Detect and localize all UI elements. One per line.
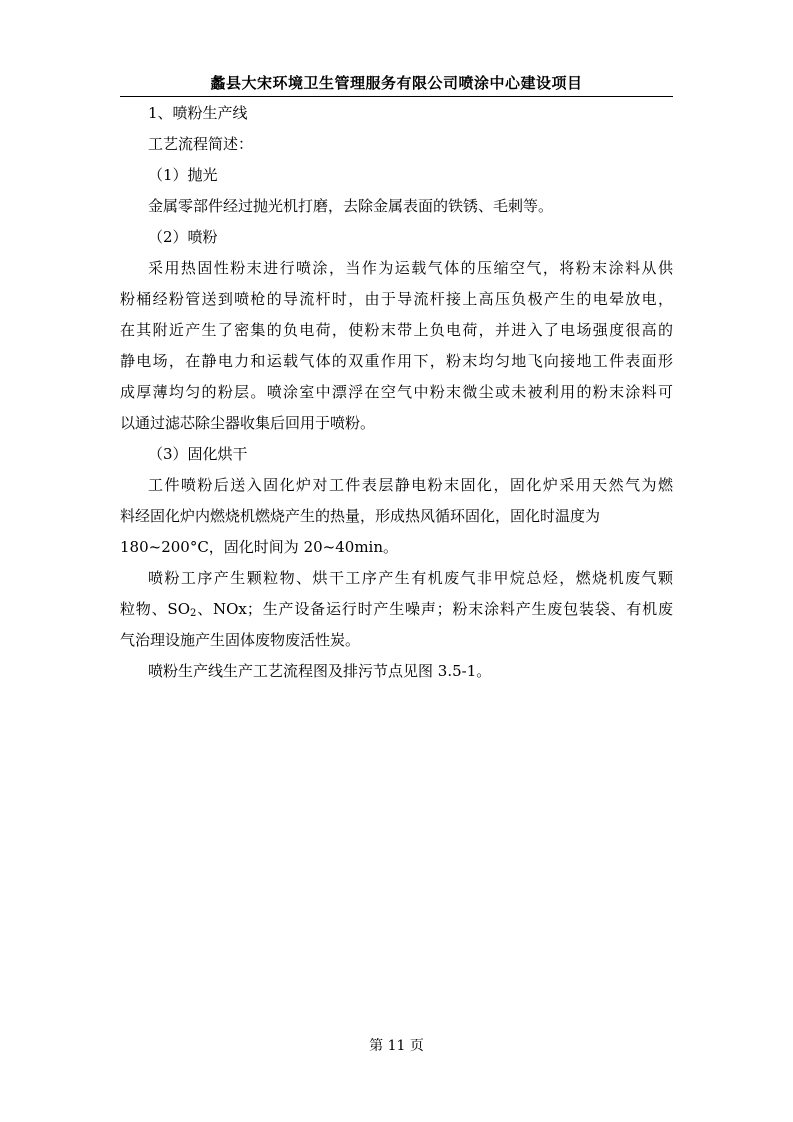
- step2-paragraph-line: 在其附近产生了密集的负电荷，使粉末带上负电荷，并进入了电场强度很高的: [120, 321, 673, 339]
- step1-title: （1）抛光: [148, 166, 218, 184]
- document-header-title: 蠡县大宋环境卫生管理服务有限公司喷涂中心建设项目: [210, 74, 583, 92]
- page-number: 第 11 页: [369, 1038, 424, 1054]
- process-intro: 工艺流程简述：: [148, 135, 254, 153]
- step2-paragraph-line: 成厚薄均匀的粉层。喷涂室中漂浮在空气中粉末微尘或未被利用的粉末涂料可: [120, 383, 673, 401]
- so2-subscript: 2: [190, 608, 197, 619]
- pollution-text-part: 、NOx；生产设备运行时产生噪声；粉末涂料产生废包装袋、有机废: [196, 600, 673, 618]
- step1-text: 金属零部件经过抛光机打磨，去除金属表面的铁锈、毛刺等。: [148, 197, 554, 215]
- step2-title: （2）喷粉: [148, 228, 218, 246]
- step3-paragraph-line: 工件喷粉后送入固化炉对工件表层静电粉末固化，固化炉采用天然气为燃: [148, 476, 673, 494]
- step2-paragraph-line: 粉桶经粉管送到喷枪的导流杆时，由于导流杆接上高压负极产生的电晕放电，: [120, 290, 673, 308]
- pollution-paragraph-line: [120, 594, 673, 625]
- step2-paragraph-line: 以通过滤芯除尘器收集后回用于喷粉。: [120, 414, 376, 432]
- pollution-paragraph-line: 喷粉工序产生颗粒物、烘干工序产生有机废气非甲烷总烃，燃烧机废气颗: [148, 569, 673, 587]
- pollution-paragraph-line: 气治理设施产生固体废物废活性炭。: [120, 631, 361, 649]
- step3-paragraph-line: 180~200°C，固化时间为 20~40min。: [120, 538, 398, 556]
- step3-title: （3）固化烘干: [148, 445, 248, 463]
- document-body: [120, 98, 673, 687]
- section-heading: 1、喷粉生产线: [148, 104, 248, 122]
- step2-paragraph-line: 静电场，在静电力和运载气体的双重作用下，粉末均匀地飞向接地工件表面形: [120, 352, 673, 370]
- header-divider: [120, 96, 673, 97]
- pollution-text-part: 粒物、SO: [120, 600, 191, 618]
- step3-paragraph-line: 料经固化炉内燃烧机燃烧产生的热量，形成热风循环固化，固化时温度为: [120, 507, 601, 525]
- step2-paragraph-line: 采用热固性粉末进行喷涂，当作为运载气体的压缩空气，将粉末涂料从供: [148, 259, 673, 277]
- figure-reference: 喷粉生产线生产工艺流程图及排污节点见图 3.5-1。: [148, 662, 492, 680]
